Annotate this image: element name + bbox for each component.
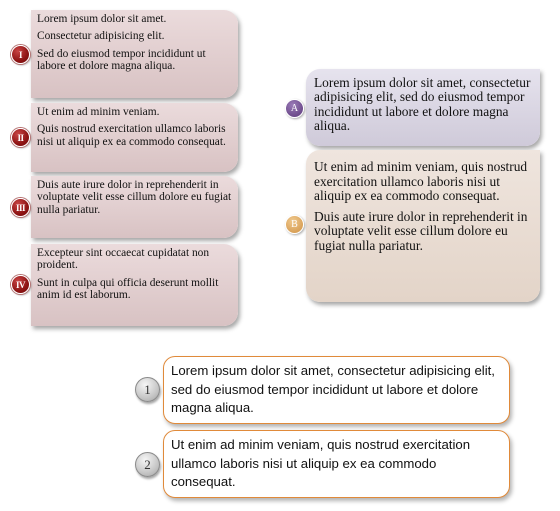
letter-badge-b-label: B	[291, 219, 298, 230]
number-badge-1	[135, 377, 160, 402]
left-item-4	[31, 244, 238, 326]
roman-badge-3	[11, 198, 30, 217]
number-badge-2	[135, 452, 160, 477]
letter-badge-b	[285, 215, 304, 234]
left-item-3-text-1: Duis aute irure dolor in reprehenderit in voluptate velit esse cillum dolore eu fugiat nulla pariatur.	[37, 179, 232, 216]
right-item-b-text-1: Ut enim ad minim veniam, quis nostrud exercitation ullamco laboris nisi ut aliquip ex ea commodo consequat.	[314, 159, 528, 204]
left-item-3	[31, 176, 238, 238]
right-item-a	[306, 69, 540, 146]
bottom-item-2	[163, 430, 510, 498]
roman-badge-1	[11, 45, 30, 64]
left-item-1-text-3: Sed do eiusmod tempor incididunt ut labore et dolore magna aliqua.	[37, 47, 206, 73]
left-item-4-text-1: Excepteur sint occaecat cupidatat non proident.	[37, 247, 210, 272]
bottom-item-2-text: Ut enim ad minim veniam, quis nostrud exercitation ullamco laboris nisi ut aliquip ex ea commodo consequat.	[171, 437, 471, 489]
right-item-a-text: Lorem ipsum dolor sit amet, consectetur adipisicing elit, sed do eiusmod tempor incididunt ut labore et dolore magna aliqua.	[314, 75, 531, 134]
number-badge-1-label: 1	[144, 381, 151, 397]
roman-badge-1-label: I	[18, 49, 22, 60]
right-item-b	[306, 150, 540, 302]
bottom-item-1	[163, 356, 510, 424]
letter-badge-a-label: A	[290, 103, 299, 114]
roman-badge-4-label: IV	[15, 279, 25, 290]
right-item-b-text-2: Duis aute irure dolor in reprehenderit in voluptate velit esse cillum dolore eu fugiat nulla pariatur.	[314, 208, 528, 253]
left-item-1-text-1: Lorem ipsum dolor sit amet.	[37, 13, 167, 25]
left-item-2	[31, 103, 238, 172]
left-item-2-text-2: Quis nostrud exercitation ullamco laboris nisi ut aliquip ex ea commodo consequat.	[37, 123, 226, 148]
left-item-4-text-2: Sunt in culpa qui officia deserunt mollit anim id est laborum.	[37, 276, 219, 302]
roman-badge-2	[11, 128, 30, 147]
roman-badge-3-label: III	[15, 202, 25, 213]
left-item-2-text-1: Ut enim ad minim veniam.	[37, 106, 160, 118]
left-item-1-text-2: Consectetur adipisicing elit.	[37, 30, 165, 43]
roman-badge-2-label: II	[17, 132, 24, 143]
roman-badge-4	[11, 275, 30, 294]
left-item-1	[31, 10, 238, 98]
letter-badge-a	[285, 99, 304, 118]
number-badge-2-label: 2	[144, 456, 151, 472]
bottom-item-1-text: Lorem ipsum dolor sit amet, consectetur adipisicing elit, sed do eiusmod tempor incididunt ut labore et dolore magna aliqua.	[171, 363, 495, 415]
